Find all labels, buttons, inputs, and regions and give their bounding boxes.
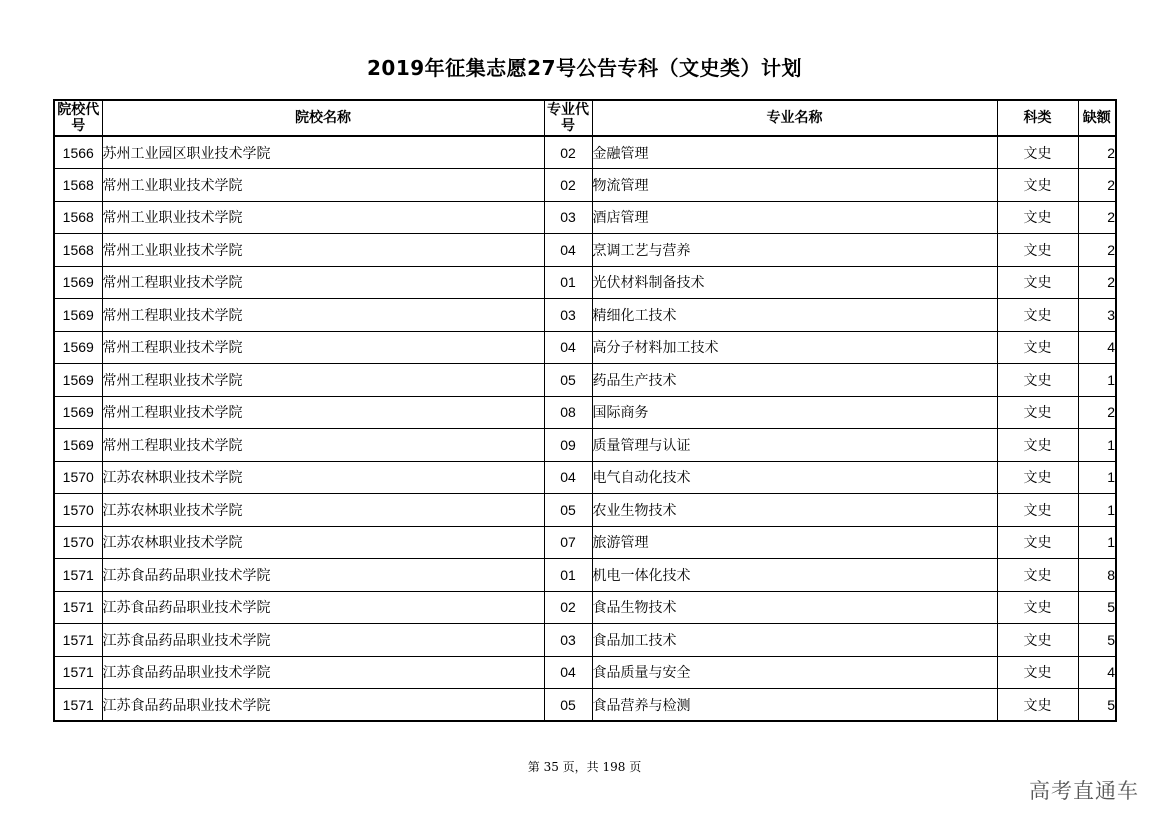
school-name-cell: 江苏食品药品职业技术学院	[102, 689, 544, 722]
major-code-cell: 08	[544, 396, 592, 429]
table-row	[54, 364, 1116, 397]
major-name-cell: 烹调工艺与营养	[592, 234, 997, 267]
quota-cell: 1	[1078, 364, 1116, 397]
table-row	[54, 656, 1116, 689]
major-name-cell: 物流管理	[592, 169, 997, 202]
major-code-cell: 03	[544, 201, 592, 234]
category-cell: 文史	[997, 396, 1078, 429]
school-code-cell: 1569	[54, 429, 102, 462]
major-name-cell: 国际商务	[592, 396, 997, 429]
header-school-name: 院校名称	[102, 100, 544, 136]
watermark: 高考直通车	[1029, 779, 1139, 803]
category-cell: 文史	[997, 266, 1078, 299]
major-code-cell: 04	[544, 656, 592, 689]
school-code-cell: 1569	[54, 364, 102, 397]
major-name-cell: 食品质量与安全	[592, 656, 997, 689]
table-row	[54, 266, 1116, 299]
major-name-cell: 精细化工技术	[592, 299, 997, 332]
category-cell: 文史	[997, 136, 1078, 169]
major-name-cell: 光伏材料制备技术	[592, 266, 997, 299]
header-major-code: 专业代号	[544, 100, 592, 136]
category-cell: 文史	[997, 331, 1078, 364]
school-code-cell: 1571	[54, 689, 102, 722]
major-code-cell: 01	[544, 266, 592, 299]
school-name-cell: 江苏农林职业技术学院	[102, 526, 544, 559]
quota-cell: 2	[1078, 234, 1116, 267]
school-code-cell: 1571	[54, 656, 102, 689]
header-quota: 缺额	[1078, 100, 1116, 136]
header-school-code: 院校代号	[54, 100, 102, 136]
major-code-cell: 07	[544, 526, 592, 559]
table-row	[54, 689, 1116, 722]
major-code-cell: 03	[544, 624, 592, 657]
school-name-cell: 江苏食品药品职业技术学院	[102, 624, 544, 657]
school-name-cell: 苏州工业园区职业技术学院	[102, 136, 544, 169]
table-row	[54, 201, 1116, 234]
school-name-cell: 江苏农林职业技术学院	[102, 494, 544, 527]
quota-cell: 4	[1078, 656, 1116, 689]
category-cell: 文史	[997, 656, 1078, 689]
category-cell: 文史	[997, 234, 1078, 267]
table-row	[54, 396, 1116, 429]
school-name-cell: 常州工业职业技术学院	[102, 234, 544, 267]
major-code-cell: 04	[544, 234, 592, 267]
major-name-cell: 高分子材料加工技术	[592, 331, 997, 364]
major-code-cell: 02	[544, 169, 592, 202]
major-code-cell: 05	[544, 689, 592, 722]
page-footer: 第 35 页，共 198 页	[527, 760, 642, 774]
table-row	[54, 169, 1116, 202]
major-code-cell: 02	[544, 136, 592, 169]
school-name-cell: 常州工程职业技术学院	[102, 429, 544, 462]
quota-cell: 2	[1078, 136, 1116, 169]
page-title: 2019年征集志愿27号公告专科（文史类）计划	[367, 56, 802, 80]
major-name-cell: 质量管理与认证	[592, 429, 997, 462]
category-cell: 文史	[997, 689, 1078, 722]
school-code-cell: 1566	[54, 136, 102, 169]
table-row	[54, 526, 1116, 559]
quota-cell: 4	[1078, 331, 1116, 364]
major-name-cell: 食品生物技术	[592, 591, 997, 624]
major-name-cell: 农业生物技术	[592, 494, 997, 527]
major-code-cell: 05	[544, 364, 592, 397]
category-cell: 文史	[997, 559, 1078, 592]
school-code-cell: 1571	[54, 624, 102, 657]
major-code-cell: 05	[544, 494, 592, 527]
school-code-cell: 1570	[54, 461, 102, 494]
header-major-name: 专业名称	[592, 100, 997, 136]
table-row	[54, 461, 1116, 494]
school-code-cell: 1568	[54, 169, 102, 202]
major-name-cell: 机电一体化技术	[592, 559, 997, 592]
major-code-cell: 01	[544, 559, 592, 592]
major-code-cell: 03	[544, 299, 592, 332]
table-row	[54, 591, 1116, 624]
school-code-cell: 1571	[54, 591, 102, 624]
school-name-cell: 常州工程职业技术学院	[102, 331, 544, 364]
category-cell: 文史	[997, 364, 1078, 397]
school-code-cell: 1571	[54, 559, 102, 592]
quota-cell: 5	[1078, 624, 1116, 657]
table-row	[54, 624, 1116, 657]
school-code-cell: 1568	[54, 234, 102, 267]
major-name-cell: 药品生产技术	[592, 364, 997, 397]
school-code-cell: 1570	[54, 494, 102, 527]
table-row	[54, 331, 1116, 364]
major-name-cell: 食品加工技术	[592, 624, 997, 657]
header-category: 科类	[997, 100, 1078, 136]
quota-cell: 5	[1078, 689, 1116, 722]
school-name-cell: 江苏食品药品职业技术学院	[102, 591, 544, 624]
school-code-cell: 1569	[54, 396, 102, 429]
major-name-cell: 酒店管理	[592, 201, 997, 234]
quota-cell: 2	[1078, 201, 1116, 234]
major-code-cell: 02	[544, 591, 592, 624]
school-name-cell: 江苏食品药品职业技术学院	[102, 656, 544, 689]
school-name-cell: 常州工程职业技术学院	[102, 299, 544, 332]
category-cell: 文史	[997, 201, 1078, 234]
table-row	[54, 299, 1116, 332]
school-code-cell: 1569	[54, 331, 102, 364]
quota-cell: 2	[1078, 266, 1116, 299]
school-code-cell: 1569	[54, 299, 102, 332]
school-name-cell: 江苏农林职业技术学院	[102, 461, 544, 494]
category-cell: 文史	[997, 429, 1078, 462]
school-name-cell: 常州工程职业技术学院	[102, 396, 544, 429]
quota-cell: 2	[1078, 396, 1116, 429]
school-name-cell: 常州工程职业技术学院	[102, 364, 544, 397]
category-cell: 文史	[997, 591, 1078, 624]
school-name-cell: 常州工业职业技术学院	[102, 201, 544, 234]
major-name-cell: 食品营养与检测	[592, 689, 997, 722]
quota-cell: 1	[1078, 494, 1116, 527]
major-code-cell: 04	[544, 331, 592, 364]
category-cell: 文史	[997, 624, 1078, 657]
table-row	[54, 559, 1116, 592]
category-cell: 文史	[997, 494, 1078, 527]
school-code-cell: 1570	[54, 526, 102, 559]
table-header-row	[54, 100, 1116, 136]
school-name-cell: 常州工程职业技术学院	[102, 266, 544, 299]
category-cell: 文史	[997, 169, 1078, 202]
major-name-cell: 金融管理	[592, 136, 997, 169]
school-name-cell: 常州工业职业技术学院	[102, 169, 544, 202]
school-code-cell: 1569	[54, 266, 102, 299]
table-row	[54, 234, 1116, 267]
category-cell: 文史	[997, 299, 1078, 332]
table-row	[54, 136, 1116, 169]
category-cell: 文史	[997, 461, 1078, 494]
major-name-cell: 旅游管理	[592, 526, 997, 559]
table-row	[54, 429, 1116, 462]
quota-cell: 2	[1078, 169, 1116, 202]
major-name-cell: 电气自动化技术	[592, 461, 997, 494]
quota-cell: 8	[1078, 559, 1116, 592]
quota-cell: 1	[1078, 526, 1116, 559]
table-row	[54, 494, 1116, 527]
enrollment-plan-table	[53, 99, 1117, 722]
quota-cell: 3	[1078, 299, 1116, 332]
school-code-cell: 1568	[54, 201, 102, 234]
major-code-cell: 09	[544, 429, 592, 462]
quota-cell: 5	[1078, 591, 1116, 624]
quota-cell: 1	[1078, 429, 1116, 462]
major-code-cell: 04	[544, 461, 592, 494]
category-cell: 文史	[997, 526, 1078, 559]
school-name-cell: 江苏食品药品职业技术学院	[102, 559, 544, 592]
quota-cell: 1	[1078, 461, 1116, 494]
